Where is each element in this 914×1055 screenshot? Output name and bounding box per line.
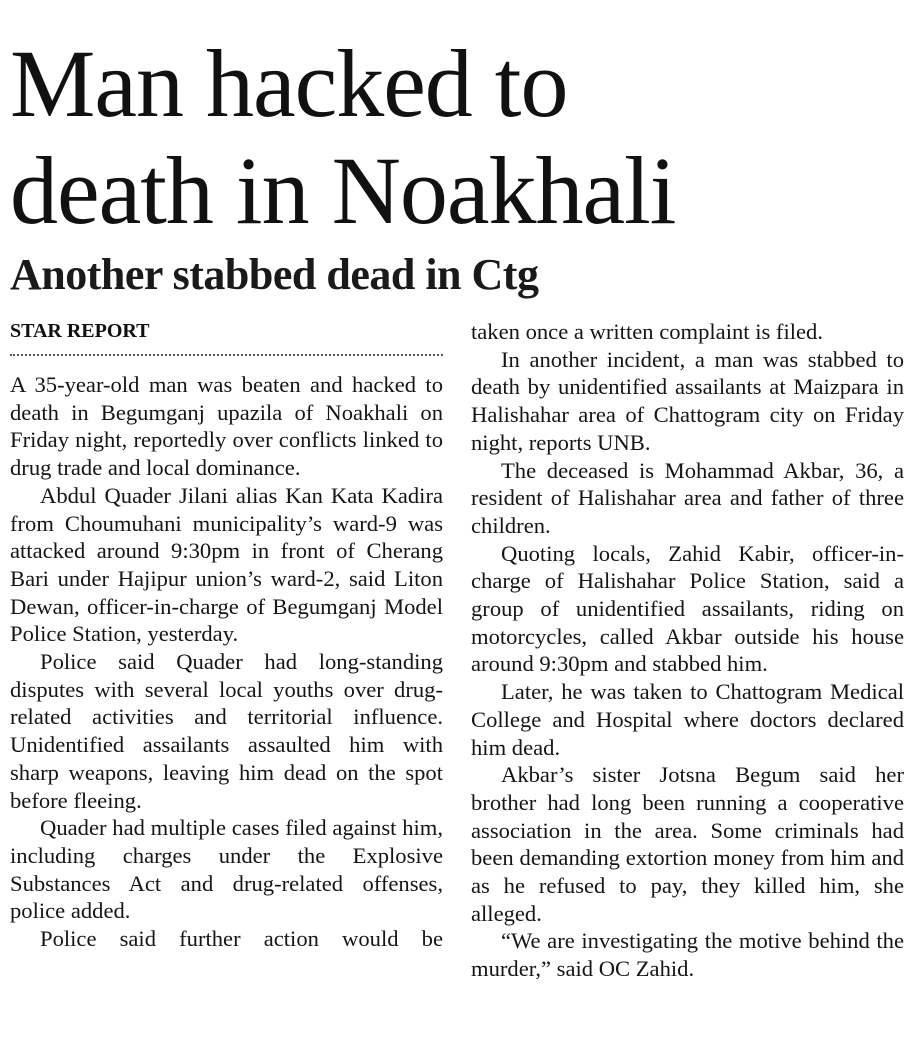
paragraph-11: “We are investigating the motive behind the murder,” said OC Zahid. (471, 928, 904, 982)
byline: STAR REPORT (10, 320, 150, 342)
subheadline: Another stabbed dead in Ctg (10, 250, 539, 299)
paragraph-2: Abdul Quader Jilani alias Kan Kata Kadira from Choumuhani municipality’s ward-9 was attacked around 9:30pm in front of Cherang Bari under Hajipur union’s ward-2, said Liton Dewan, officer-in-charge of Begumganj Model Police Station, yesterday. (10, 482, 443, 647)
paragraph-3: Police said Quader had long-standing disputes with several local youths over drug-related activities and territorial influence. Unidentified assailants assaulted him with sharp weapons, leaving him dead on the spot before fleeing. (10, 649, 443, 813)
article-column-left (10, 371, 443, 953)
paragraph-10: Akbar’s sister Jotsna Begum said her brother had long been running a cooperative association in the area. Some criminals had been demanding extortion money from him and as he refused to pay, they killed him, she alleged. (471, 762, 904, 926)
paragraph-4: Quader had multiple cases filed against him, including charges under the Explosive Substances Act and drug-related offenses, police added. (10, 815, 443, 924)
byline-divider (10, 354, 443, 356)
headline-line-2: death in Noakhali (10, 137, 676, 244)
paragraph-5-continued: taken once a written complaint is filed. (471, 319, 823, 344)
paragraph-9: Later, he was taken to Chattogram Medical College and Hospital where doctors declared him dead. (471, 679, 904, 760)
headline (10, 30, 910, 244)
article-column-right (471, 318, 904, 983)
paragraph-6: In another incident, a man was stabbed to death by unidentified assailants at Maizpara in Halishahar area of Chattogram city on Friday night, reports UNB. (471, 346, 904, 455)
paragraph-8: Quoting locals, Zahid Kabir, officer-in-charge of Halishahar Police Station, said a group of unidentified assailants, riding on motorcycles, called Akbar outside his house around 9:30pm and stabbed him. (471, 540, 904, 677)
paragraph-7: The deceased is Mohammad Akbar, 36, a resident of Halishahar area and father of three children. (471, 457, 904, 538)
paragraph-5-start: Police said further action would be (40, 926, 443, 952)
paragraph-1: A 35-year-old man was beaten and hacked to death in Begumganj upazila of Noakhali on Friday night, reportedly over conflicts linked to drug trade and local dominance. (10, 372, 443, 481)
headline-line-1: Man hacked to (10, 30, 568, 137)
